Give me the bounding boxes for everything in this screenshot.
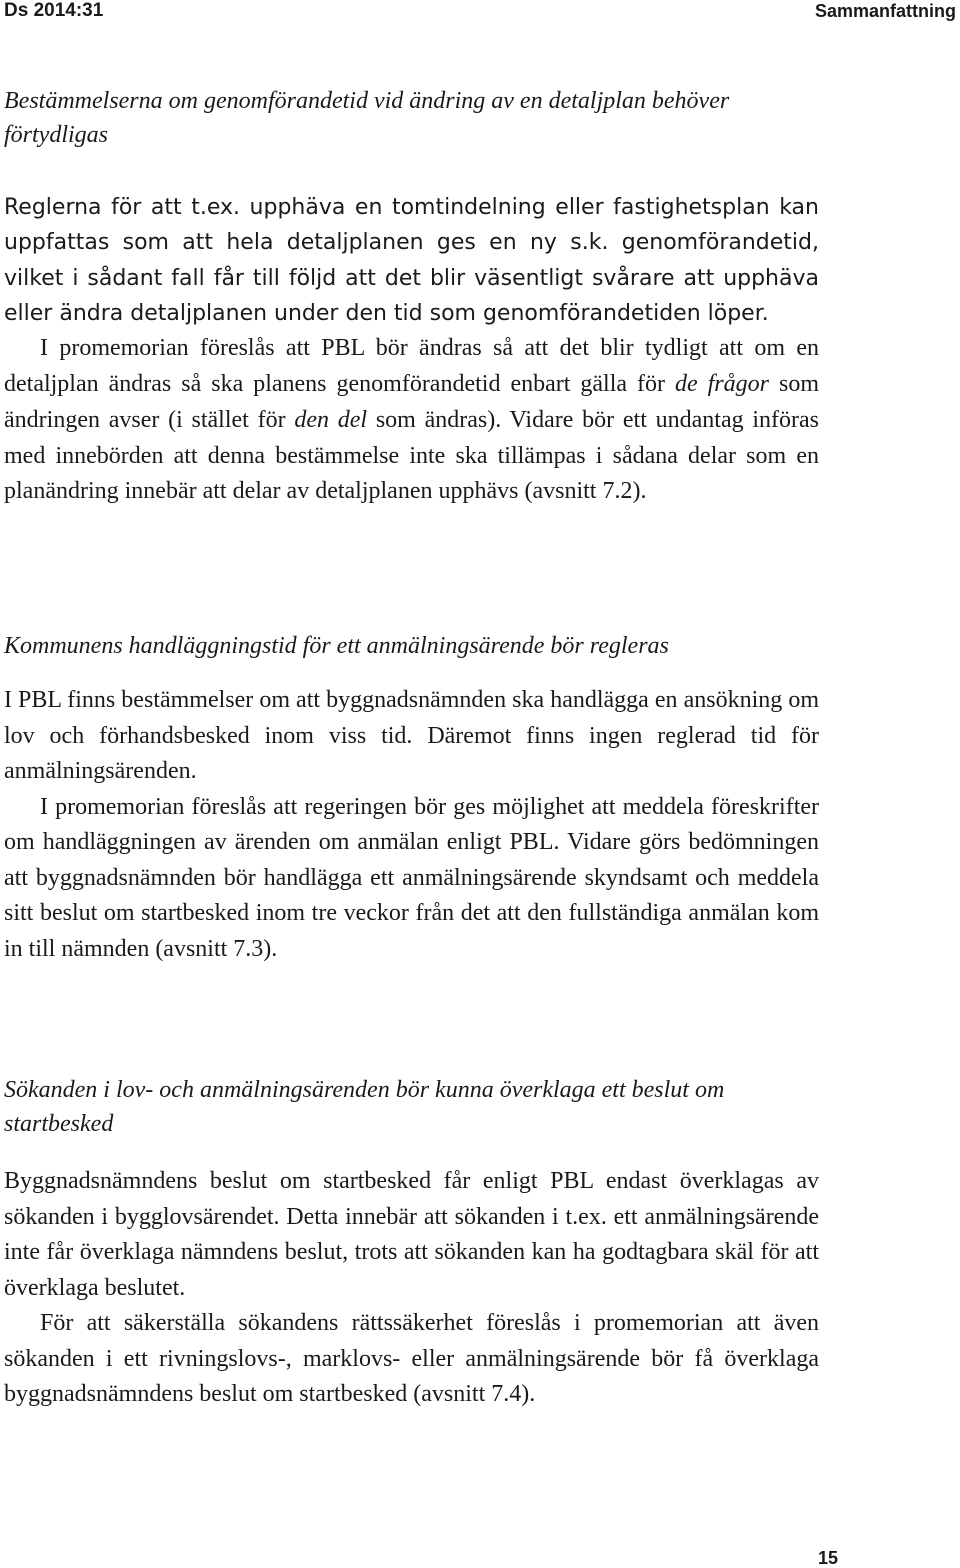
paragraph [4,331,819,510]
paragraph: För att säkerställa sökandens rättssäkerhet föreslås i promemorian att även sökanden i ett rivningslovs-, marklovs- eller anmälningsärende bör få överklaga byggnadsnämndens beslut om startbesked (avsnitt 7.4). [4,1310,819,1407]
paragraph: Reglerna för att t.ex. upphäva en tomtindelning eller fastighetsplan kan uppfattas som att hela detaljplanen ges en ny s.k. genomförandetid, vilket i sådant fall får till följd att det blir väsentligt svårare att upphäva eller ändra detaljplanen under den tid som genomförandetiden löper. [4,195,819,326]
emphasis: de frågor [675,370,769,397]
section-overklagande [4,1073,819,1413]
section-heading: Kommunens handläggningstid för ett anmälningsärende bör regleras [4,633,669,659]
section-handlaggningstid [4,629,819,967]
page-number: 15 [817,1548,838,1568]
paragraph: Byggnadsnämndens beslut om startbesked får enligt PBL endast överklagas av sökanden i bygglovsärendet. Detta innebär att sökanden i t.ex. ett anmälningsärende inte får överklaga nämndens beslut, trots att sökanden kan ha godtagbara skäl för att överklaga beslutet. [4,1168,819,1301]
emphasis: den del [294,406,368,433]
paragraph: I PBL finns bestämmelser om att byggnadsnämnden ska handlägga en ansökning om lov och förhandsbesked inom viss tid. Däremot finns ingen reglerad tid för anmälningsärenden. [4,687,819,784]
section-genomforandetid [4,84,819,510]
paragraph-text: som ändras). Vidare bör ett undantag införas med innebörden att denna bestämmelse inte ska tillämpas i sådana delar som en planändring innebär att delar av detaljplanen upphävs (avsnitt 7.2). [4,406,820,505]
running-header-section-title: Sammanfattning [814,1,956,21]
paragraph-text: I promemorian föreslås att PBL bör ändras så att det blir tydligt att om en detaljplan ändras så ska planens genomförandetid enbart gälla för [4,335,819,397]
running-header-report-id: Ds 2014:31 [4,0,104,21]
paragraph-text: som ändringen avser (i stället för [4,370,819,433]
section-heading: Sökanden i lov- och anmälningsärenden bör kunna överklaga ett beslut om startbesked [4,1077,725,1137]
paragraph: I promemorian föreslås att regeringen bör ges möjlighet att meddela föreskrifter om handläggningen av ärenden om anmälan enligt PBL. Vidare görs bedömningen att byggnadsnämnden bör handlägga ett anmälningsärende skyndsamt och meddela sitt beslut om startbesked inom tre veckor från det att den fullständiga anmälan kom in till nämnden (avsnitt 7.3). [4,793,819,962]
section-heading: Bestämmelserna om genomförandetid vid ändring av en detaljplan behöver förtydligas [4,88,730,148]
